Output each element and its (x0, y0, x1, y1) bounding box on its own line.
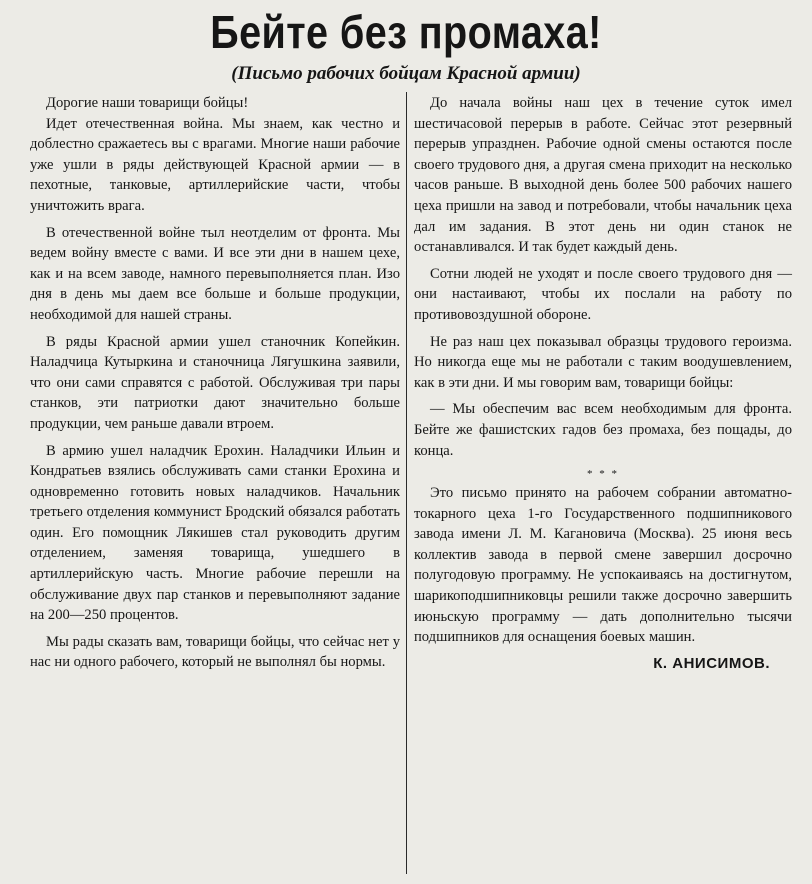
paragraph: До начала войны наш цех в течение суток имел шестичасовой перерыв в работе. Сейчас этот резервный перерыв упразднен. Рабочие одной смены остаются после своего трудового дня, а другая смена приходит на несколько часов раньше. В выходной день более 500 рабочих нашего цеха пришли на завод и потребовали, чтобы начальник цеха дал им задания. В этот день ни один станок не останавливался. И так будет каждый день. (414, 95, 792, 256)
paragraph: В отечественной войне тыл неотделим от фронта. Мы ведем войну вместе с вами. И все эти дни в нашем цехе, как и на всем заводе, намного перевыполняется план. Изо дня в день мы даем все больше и больше продукции, необходимой для нашей страны. (30, 224, 400, 323)
headline: Бейте без промаха! (210, 6, 602, 58)
column-divider (406, 92, 407, 874)
paragraph: Сотни людей не уходят и после своего трудового дня — они настаивают, чтобы их послали на работу по противовоздушной обороне. (414, 265, 792, 323)
salutation: Дорогие наши товарищи бойцы! (46, 95, 249, 111)
paragraph: В ряды Красной армии ушел станочник Копейкин. Наладчица Кутыркина и станочница Лягушкина заявили, что они сами справятся с работой. Обслуживая три пары станков, эти патриотки дают значительно больше продукции, чем раньше давали втроем. (30, 333, 400, 432)
paragraph: Идет отечественная война. Мы знаем, как честно и доблестно сражаетесь вы с врагами. Многие наши рабочие уже ушли в ряды действующей Красной армии — в пехотные, танковые, артиллерийские части, чтобы уничтожить врага. (30, 115, 400, 214)
paragraph: В армию ушел наладчик Ерохин. Наладчики Ильин и Кондратьев взялись обслуживать сами станки Ерохина и одновременно готовить новых наладчиков. Начальник третьего отделения коммунист Бродский обязался работать один. Его помощник Лякишев стал руководить другим отделением, заменяя товарища, ушедшего в артиллерийскую часть. Многие рабочие перешли на обслуживание двух пар станков и перевыполняют задание на 200—250 процентов. (30, 442, 400, 624)
signature: К. АНИСИМОВ. (653, 654, 770, 672)
stars-separator: * * * (587, 468, 619, 481)
right-column (414, 93, 792, 674)
paragraph: — Мы обеспечим вас всем необходимым для фронта. Бейте же фашистских гадов без промаха, без пощады, до конца. (414, 401, 792, 459)
left-column (30, 93, 400, 679)
paragraph: Мы рады сказать вам, товарищи бойцы, что сейчас нет у нас ни одного рабочего, который не выполнял бы нормы. (30, 633, 400, 671)
editorial-note: Это письмо принято на рабочем собрании автоматно-токарного цеха 1-го Государственного подшипникового завода имени Л. М. Кагановича (Москва). 25 июня весь коллектив завода в первой смене завершил досрочно полугодовую программу. Не успокаиваясь на достигнутом, шарикоподшипниковцы решили также досрочно завершить июньскую программу — дать дополнительно тысячи подшипников для оснащения боевых машин. (414, 485, 792, 646)
paragraph: Не раз наш цех показывал образцы трудового героизма. Но никогда еще мы не работали с таким воодушевлением, как в эти дни. И мы говорим вам, товарищи бойцы: (414, 333, 792, 391)
subtitle: (Письмо рабочих бойцам Красной армии) (231, 63, 581, 84)
